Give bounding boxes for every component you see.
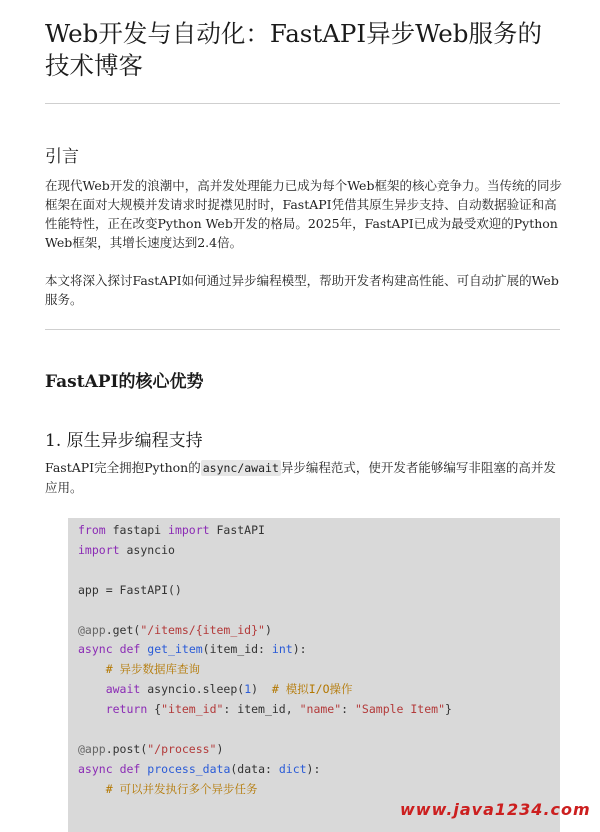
code-text: } xyxy=(445,702,452,717)
code-number: 1 xyxy=(244,682,252,697)
code-string: "Sample Item" xyxy=(355,702,446,717)
watermark: www.java1234.com xyxy=(400,800,591,819)
text-segment: 异步编程范式，使开发者能够编写非阻塞的高并发应用。 xyxy=(45,460,556,495)
code-keyword: import xyxy=(78,542,120,557)
code-text: (data: xyxy=(230,761,279,776)
code-text: ): xyxy=(306,761,321,776)
code-string: "item_id" xyxy=(161,702,224,717)
code-text: (item_id: xyxy=(202,642,272,657)
code-type: int xyxy=(271,642,293,657)
code-decorator: @app xyxy=(78,741,106,756)
text-segment: FastAPI完全拥抱Python的 xyxy=(45,460,201,475)
code-block xyxy=(68,518,560,832)
code-text: ) xyxy=(251,682,272,697)
code-text: fastapi xyxy=(105,523,169,537)
code-text: asyncio.sleep( xyxy=(140,682,245,697)
code-text: ) xyxy=(264,622,272,637)
code-keyword: async xyxy=(78,761,113,776)
code-keyword: return xyxy=(105,702,148,717)
code-keyword: await xyxy=(105,682,141,697)
code-keyword: def xyxy=(119,761,141,776)
code-text: : item_id, xyxy=(223,702,300,717)
code-string: "/items/{item_id}" xyxy=(140,622,265,637)
code-decorator: @app xyxy=(78,622,106,637)
code-keyword: from xyxy=(78,523,106,537)
code-text: FastAPI xyxy=(209,523,265,537)
intro-heading: 引言 xyxy=(45,147,79,167)
code-keyword: def xyxy=(119,642,141,657)
code-text: ): xyxy=(292,642,307,657)
code-comment: # 可以并发执行多个异步任务 xyxy=(105,781,258,796)
code-keyword: async xyxy=(78,642,113,657)
code-function: process_data xyxy=(147,761,231,776)
section-heading: FastAPI的核心优势 xyxy=(45,372,204,392)
code-text: .post( xyxy=(105,741,148,756)
subsection-heading: 1. 原生异步编程支持 xyxy=(45,431,203,451)
code-text: app = FastAPI() xyxy=(78,582,182,597)
code-text: : xyxy=(341,702,355,717)
intro-paragraph-1: 在现代Web开发的浪潮中，高并发处理能力已成为每个Web框架的核心竞争力。当传统的同步框架在面对大规模并发请求时捉襟见肘时，FastAPI凭借其原生异步支持、自动数据验证和高性能特性，正在改变Python Web开发的格局。2025年，FastAPI已成为最受欢迎的Python Web框架，其增长速度达到2.4倍。 xyxy=(45,178,562,250)
code-comment: # 模拟I/O操作 xyxy=(271,682,353,697)
page-title: Web开发与自动化：FastAPI异步Web服务的技术博客 xyxy=(45,19,542,80)
subsection-paragraph xyxy=(45,458,565,497)
code-text: .get( xyxy=(105,622,141,637)
code-content xyxy=(68,518,560,800)
code-text: asyncio xyxy=(119,542,175,557)
code-function: get_item xyxy=(147,642,203,657)
code-type: dict xyxy=(278,761,307,776)
code-text: { xyxy=(147,702,162,717)
code-string: "name" xyxy=(299,702,342,717)
inline-code: async/await xyxy=(202,461,279,475)
divider xyxy=(45,103,560,104)
code-keyword: import xyxy=(168,523,210,537)
code-comment: # 异步数据库查询 xyxy=(105,662,201,677)
intro-paragraph-2: 本文将深入探讨FastAPI如何通过异步编程模型，帮助开发者构建高性能、可自动扩展的Web服务。 xyxy=(45,273,559,307)
code-text: ) xyxy=(216,741,224,756)
code-string: "/process" xyxy=(147,741,217,756)
divider xyxy=(45,329,560,330)
